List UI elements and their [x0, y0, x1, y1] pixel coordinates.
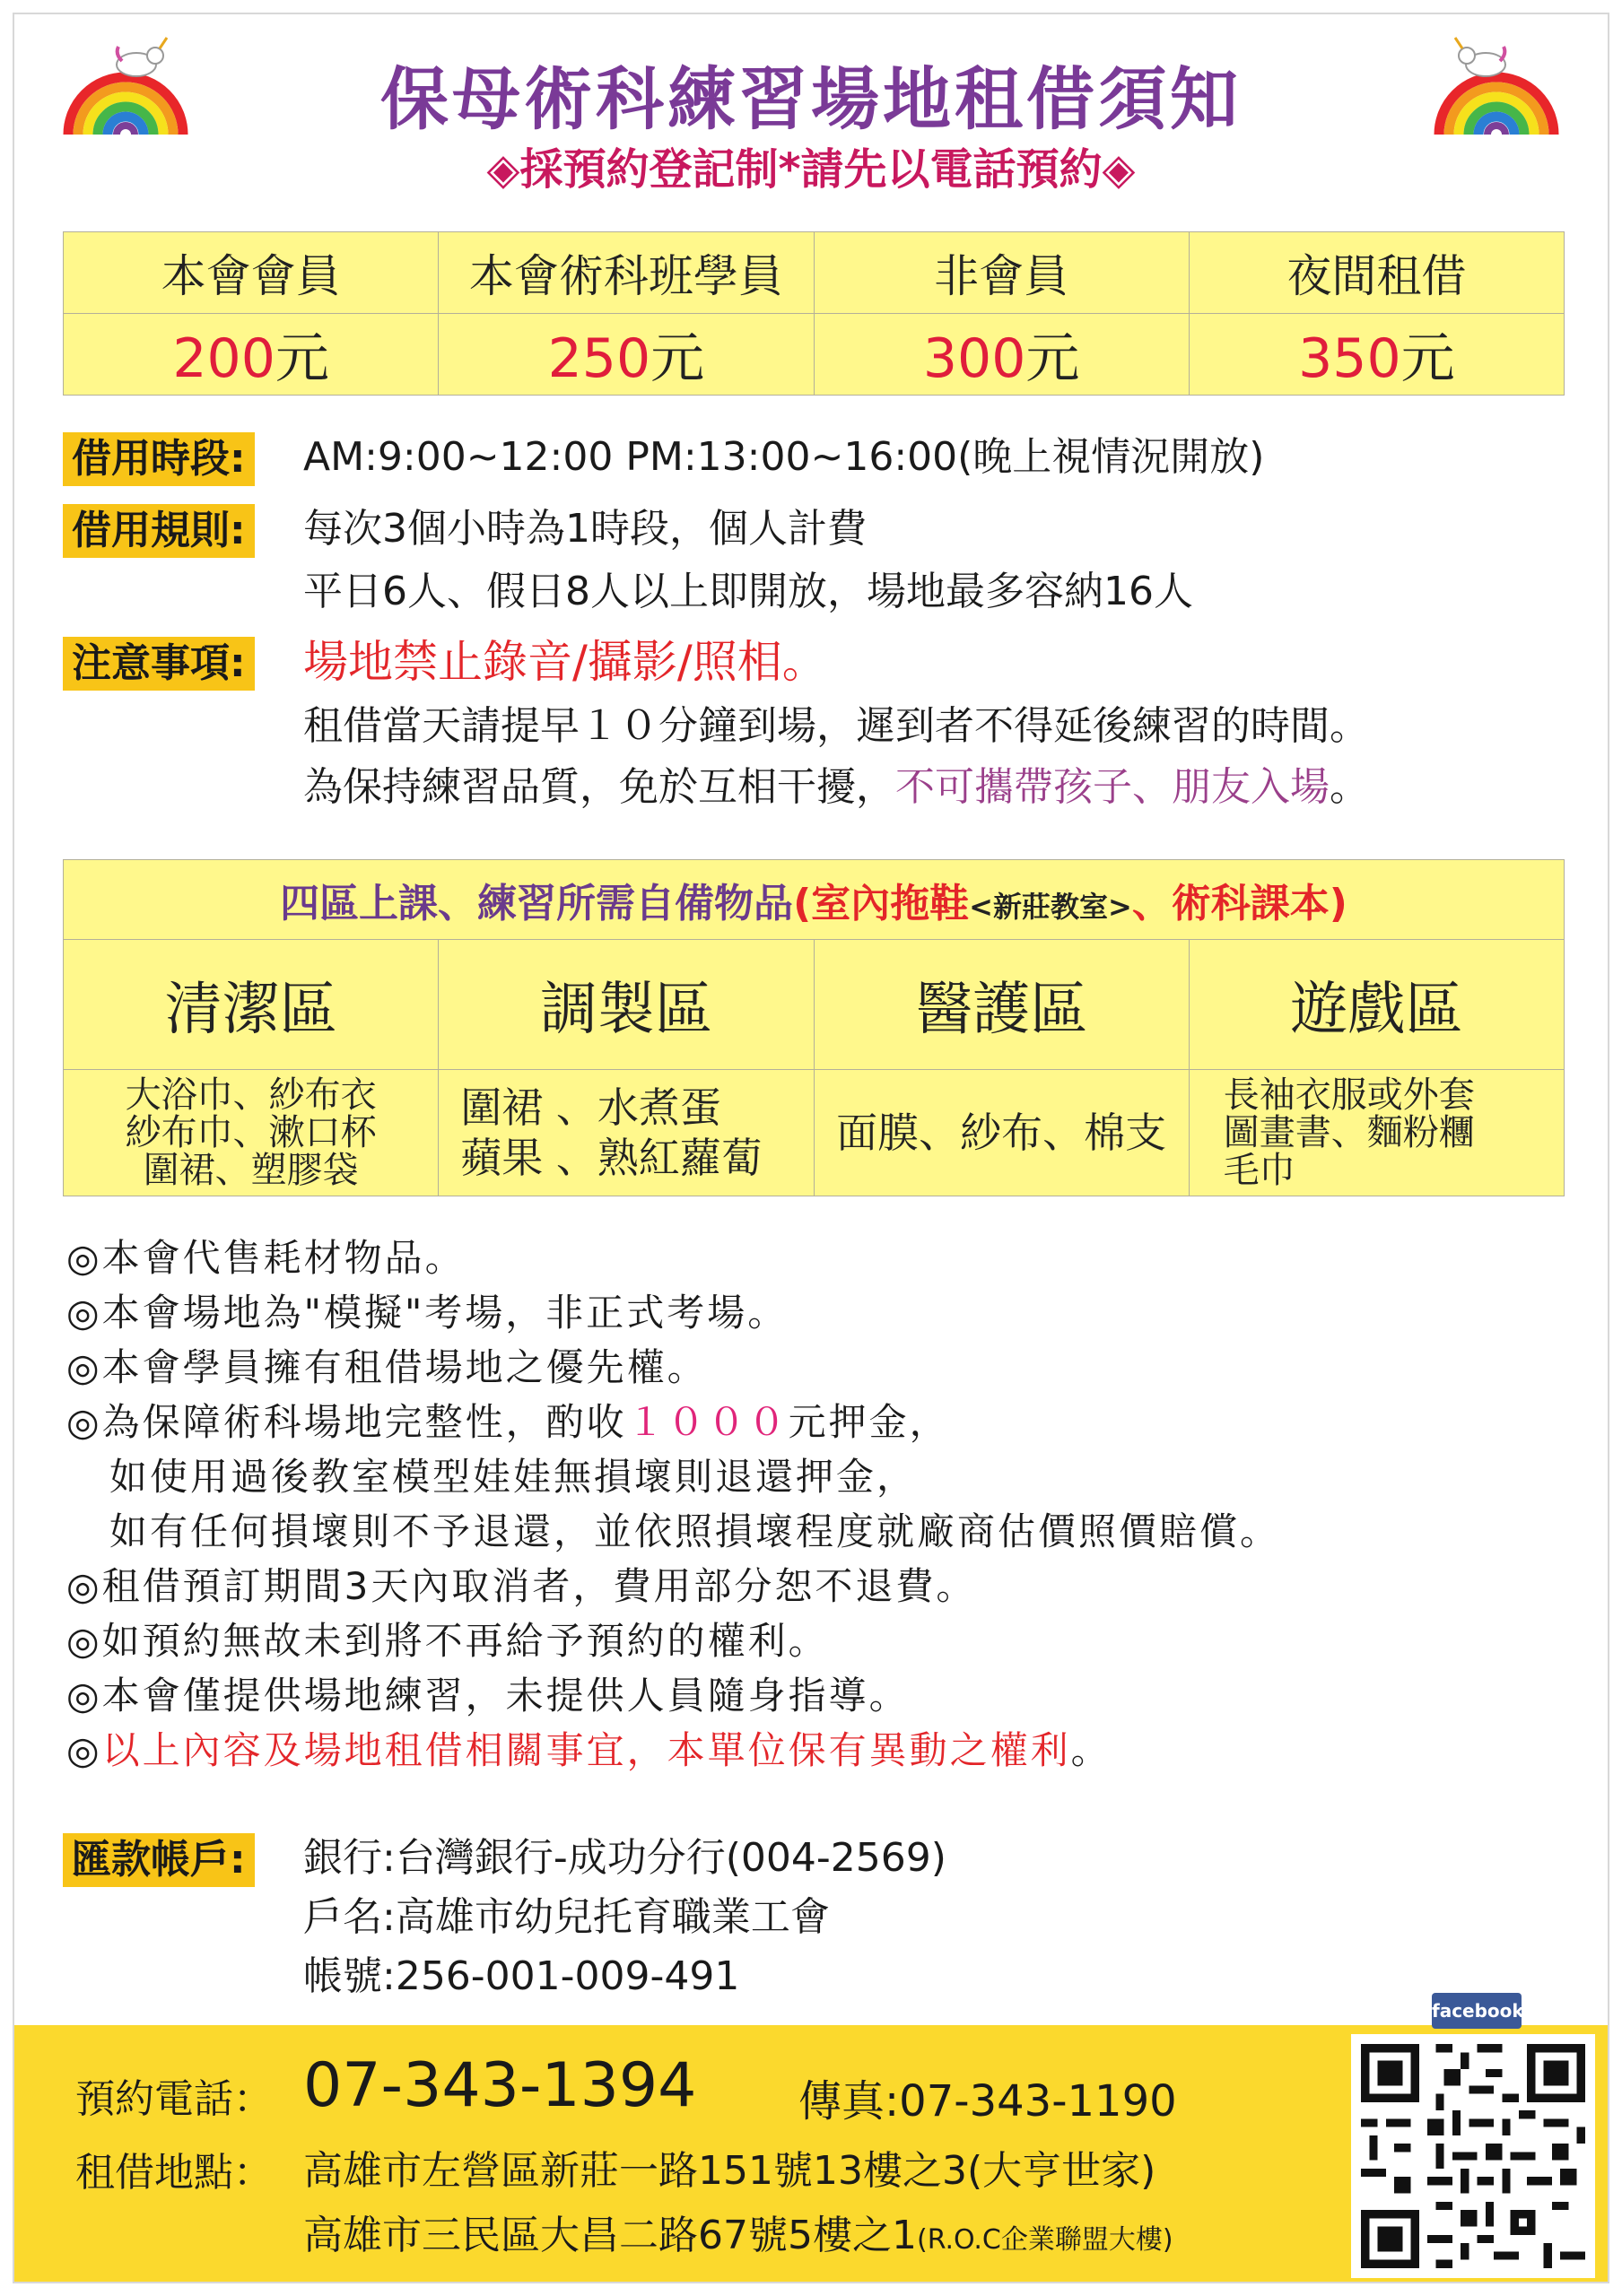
note-deposit-end: 元押金，	[788, 1400, 950, 1444]
qr-code-icon[interactable]	[1351, 2034, 1595, 2278]
note-item: 如有任何損壞則不予退還，並依照損壞程度就廠商估價照價賠償。	[109, 1509, 1281, 1553]
price-unit: 元	[1400, 327, 1455, 390]
price-cell-student	[439, 314, 814, 396]
notice-line-3-highlight: 不可攜帶孩子、朋友入場	[895, 764, 1330, 810]
price-cell-nonmember	[814, 314, 1189, 396]
price-cell-night	[1189, 314, 1564, 396]
zone-name-play: 遊戲區	[1189, 940, 1564, 1070]
zone-name-medical: 醫護區	[814, 940, 1189, 1070]
zone-items-preparation	[439, 1070, 814, 1196]
rules-line-2: 平日6人、假日8人以上即開放，場地最多容納16人	[303, 569, 1193, 614]
notice-line-3-end: 。	[1330, 764, 1369, 810]
zone-item: 圖畫書、麵粉糰	[1223, 1112, 1475, 1153]
page-subtitle: ◈採預約登記制*請先以電話預約◈	[486, 144, 1136, 195]
zone-items-cleaning	[64, 1070, 439, 1196]
zone-name-cleaning: 清潔區	[64, 940, 439, 1070]
price-label-nonmember: 非會員	[814, 232, 1189, 314]
zone-item: 紗布巾、漱口杯	[125, 1112, 377, 1153]
zone-item: 大浴巾、紗布衣	[125, 1074, 377, 1116]
note-end: 。	[1070, 1728, 1112, 1772]
notice-line-1: 場地禁止錄音/攝影/照相。	[303, 636, 827, 688]
zone-item: 毛巾	[1223, 1150, 1295, 1191]
price-unit: 元	[650, 327, 705, 390]
price-amount: 350	[1298, 327, 1401, 390]
fax-number: 傳真:07-343-1190	[798, 2076, 1177, 2126]
zones-table	[63, 859, 1565, 1196]
zones-heading	[64, 860, 1565, 940]
zone-item: 圍裙、塑膠袋	[143, 1150, 359, 1191]
address-2-text: 高雄市三民區大昌二路67號5樓之1	[303, 2213, 917, 2258]
zone-item: 長袖衣服或外套	[1223, 1074, 1475, 1116]
note-deposit-amount: １０００	[626, 1400, 789, 1444]
price-label-student: 本會術科班學員	[439, 232, 814, 314]
notice-tag: 注意事項:	[63, 637, 255, 691]
zones-heading-textbook: 、術科課本)	[1131, 881, 1347, 926]
price-amount: 200	[172, 327, 275, 390]
account-name: 戶名:高雄市幼兒托育職業工會	[303, 1894, 830, 1940]
account-tag: 匯款帳戶:	[63, 1833, 255, 1887]
price-label-night: 夜間租借	[1189, 232, 1564, 314]
price-unit: 元	[275, 327, 329, 390]
note-item: ◎本會代售耗材物品。	[66, 1236, 466, 1280]
price-cell-member	[64, 314, 439, 396]
rules-line-1: 每次3個小時為1時段，個人計費	[303, 506, 867, 552]
note-deposit-text: ◎為保障術科場地完整性，酌收	[66, 1400, 627, 1444]
time-tag: 借用時段:	[63, 432, 255, 486]
note-item: ◎本會場地為"模擬"考場，非正式考場。	[66, 1291, 789, 1335]
note-disclaimer: 以上內容及場地租借相關事宜，本單位保有異動之權利	[101, 1728, 1071, 1772]
phone-label: 預約電話：	[75, 2076, 273, 2122]
account-bank: 銀行:台灣銀行-成功分行(004-2569)	[303, 1835, 946, 1881]
note-item: ◎如預約無故未到將不再給予預約的權利。	[66, 1619, 829, 1663]
note-item	[66, 1395, 1280, 1449]
notes-list	[66, 1231, 1280, 1778]
zones-heading-slippers: (室內拖鞋	[793, 881, 970, 926]
price-amount: 250	[547, 327, 651, 390]
note-item: ◎本會僅提供場地練習，未提供人員隨身指導。	[66, 1674, 910, 1718]
notice-line-3-text: 為保持練習品質，免於互相干擾，	[303, 764, 895, 810]
zones-heading-main: 四區上課、練習所需自備物品	[280, 881, 794, 926]
price-amount: 300	[922, 327, 1026, 390]
zone-item: 蘋果 、熟紅蘿蔔	[460, 1134, 763, 1182]
zone-name-preparation: 調製區	[439, 940, 814, 1070]
address-2	[303, 2203, 1173, 2260]
note-item: 如使用過後教室模型娃娃無損壞則退還押金，	[109, 1455, 918, 1499]
zone-item: 圍裙 、水煮蛋	[460, 1083, 721, 1132]
address-2-note: (R.O.C企業聯盟大樓)	[916, 2224, 1173, 2256]
zones-heading-classroom: <新莊教室>	[969, 890, 1132, 924]
note-item: ◎本會學員擁有租借場地之優先權。	[66, 1345, 708, 1389]
zone-items-play	[1189, 1070, 1564, 1196]
account-number: 帳號:256-001-009-491	[303, 1953, 740, 1999]
note-item: ◎租借預訂期間3天內取消者，費用部分恕不退費。	[66, 1564, 977, 1608]
notice-line-2: 租借當天請提早１０分鐘到場，遲到者不得延後練習的時間。	[303, 703, 1369, 749]
page-title: 保母術科練習場地租借須知	[380, 59, 1242, 139]
location-label: 租借地點：	[75, 2150, 273, 2196]
price-label-member: 本會會員	[64, 232, 439, 314]
phone-number[interactable]: 07-343-1394	[303, 2050, 697, 2121]
notice-line-3	[303, 761, 1369, 814]
price-table	[63, 231, 1565, 396]
time-text: AM:9:00~12:00 PM:13:00~16:00(晚上視情況開放)	[303, 434, 1265, 480]
price-unit: 元	[1025, 327, 1080, 390]
note-bullet: ◎	[66, 1728, 102, 1772]
note-item	[66, 1723, 1280, 1778]
rules-tag: 借用規則:	[63, 504, 255, 558]
zone-item: 面膜、紗布、棉支	[836, 1109, 1167, 1157]
zone-items-medical	[814, 1070, 1189, 1196]
address-1: 高雄市左營區新莊一路151號13樓之3(大亨世家)	[303, 2148, 1156, 2194]
facebook-badge[interactable]: facebook	[1432, 1993, 1522, 2029]
